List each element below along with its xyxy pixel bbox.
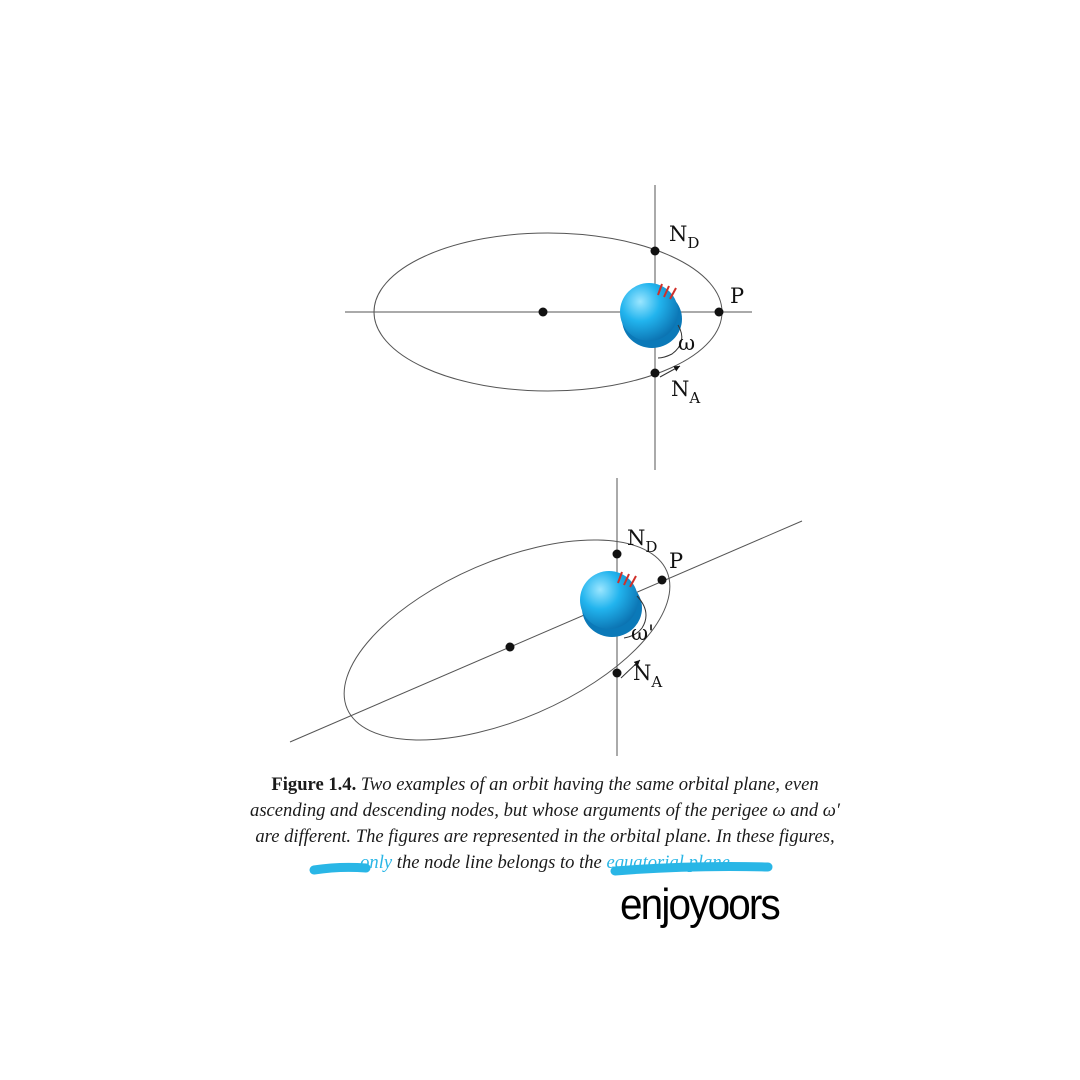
caption-line-3: are different. The figures are represented in the orbital plane. In these figures, <box>255 826 835 847</box>
top-orbit-figure <box>345 185 752 470</box>
bottom-orbit-figure <box>290 478 802 781</box>
top-node-ascending-label: $N_A$ <box>671 377 701 407</box>
caption-line-1 <box>195 772 895 798</box>
bottom-angle-label: ω' <box>631 621 654 645</box>
caption-hidden-start: only <box>360 852 393 873</box>
caption-line-4 <box>195 850 895 876</box>
top-node-descending-point <box>651 247 660 256</box>
caption-hidden-end: equatorial plane <box>606 852 730 873</box>
bottom-center-point <box>506 643 515 652</box>
bottom-node-descending-point <box>613 550 622 559</box>
bottom-node-ascending-label: $N_A$ <box>633 661 663 691</box>
top-center-point <box>539 308 548 317</box>
bottom-perigee-label: P <box>669 549 684 573</box>
caption-line-2: ascending and descending nodes, but whose arguments of the perigee ω and ω′ <box>250 800 840 821</box>
top-perigee-point <box>715 308 724 317</box>
caption-line-1-text: Two examples of an orbit having the same orbital plane, even <box>360 774 819 795</box>
top-perigee-label: P <box>730 284 745 308</box>
top-planet-icon <box>620 283 682 348</box>
top-node-descending-label: $N_D$ <box>669 222 700 252</box>
top-angle-label: ω <box>678 331 696 355</box>
overlay-text: enjoyoors <box>620 880 779 929</box>
figure-number: Figure 1.4. <box>271 774 357 795</box>
caption-line-4-text: the node line belongs to the <box>396 852 602 873</box>
bottom-perigee-point <box>658 576 667 585</box>
figure-caption <box>195 772 895 876</box>
top-node-ascending-point <box>651 369 660 378</box>
bottom-node-ascending-point <box>613 669 622 678</box>
bottom-node-descending-label: $N_D$ <box>627 526 658 556</box>
